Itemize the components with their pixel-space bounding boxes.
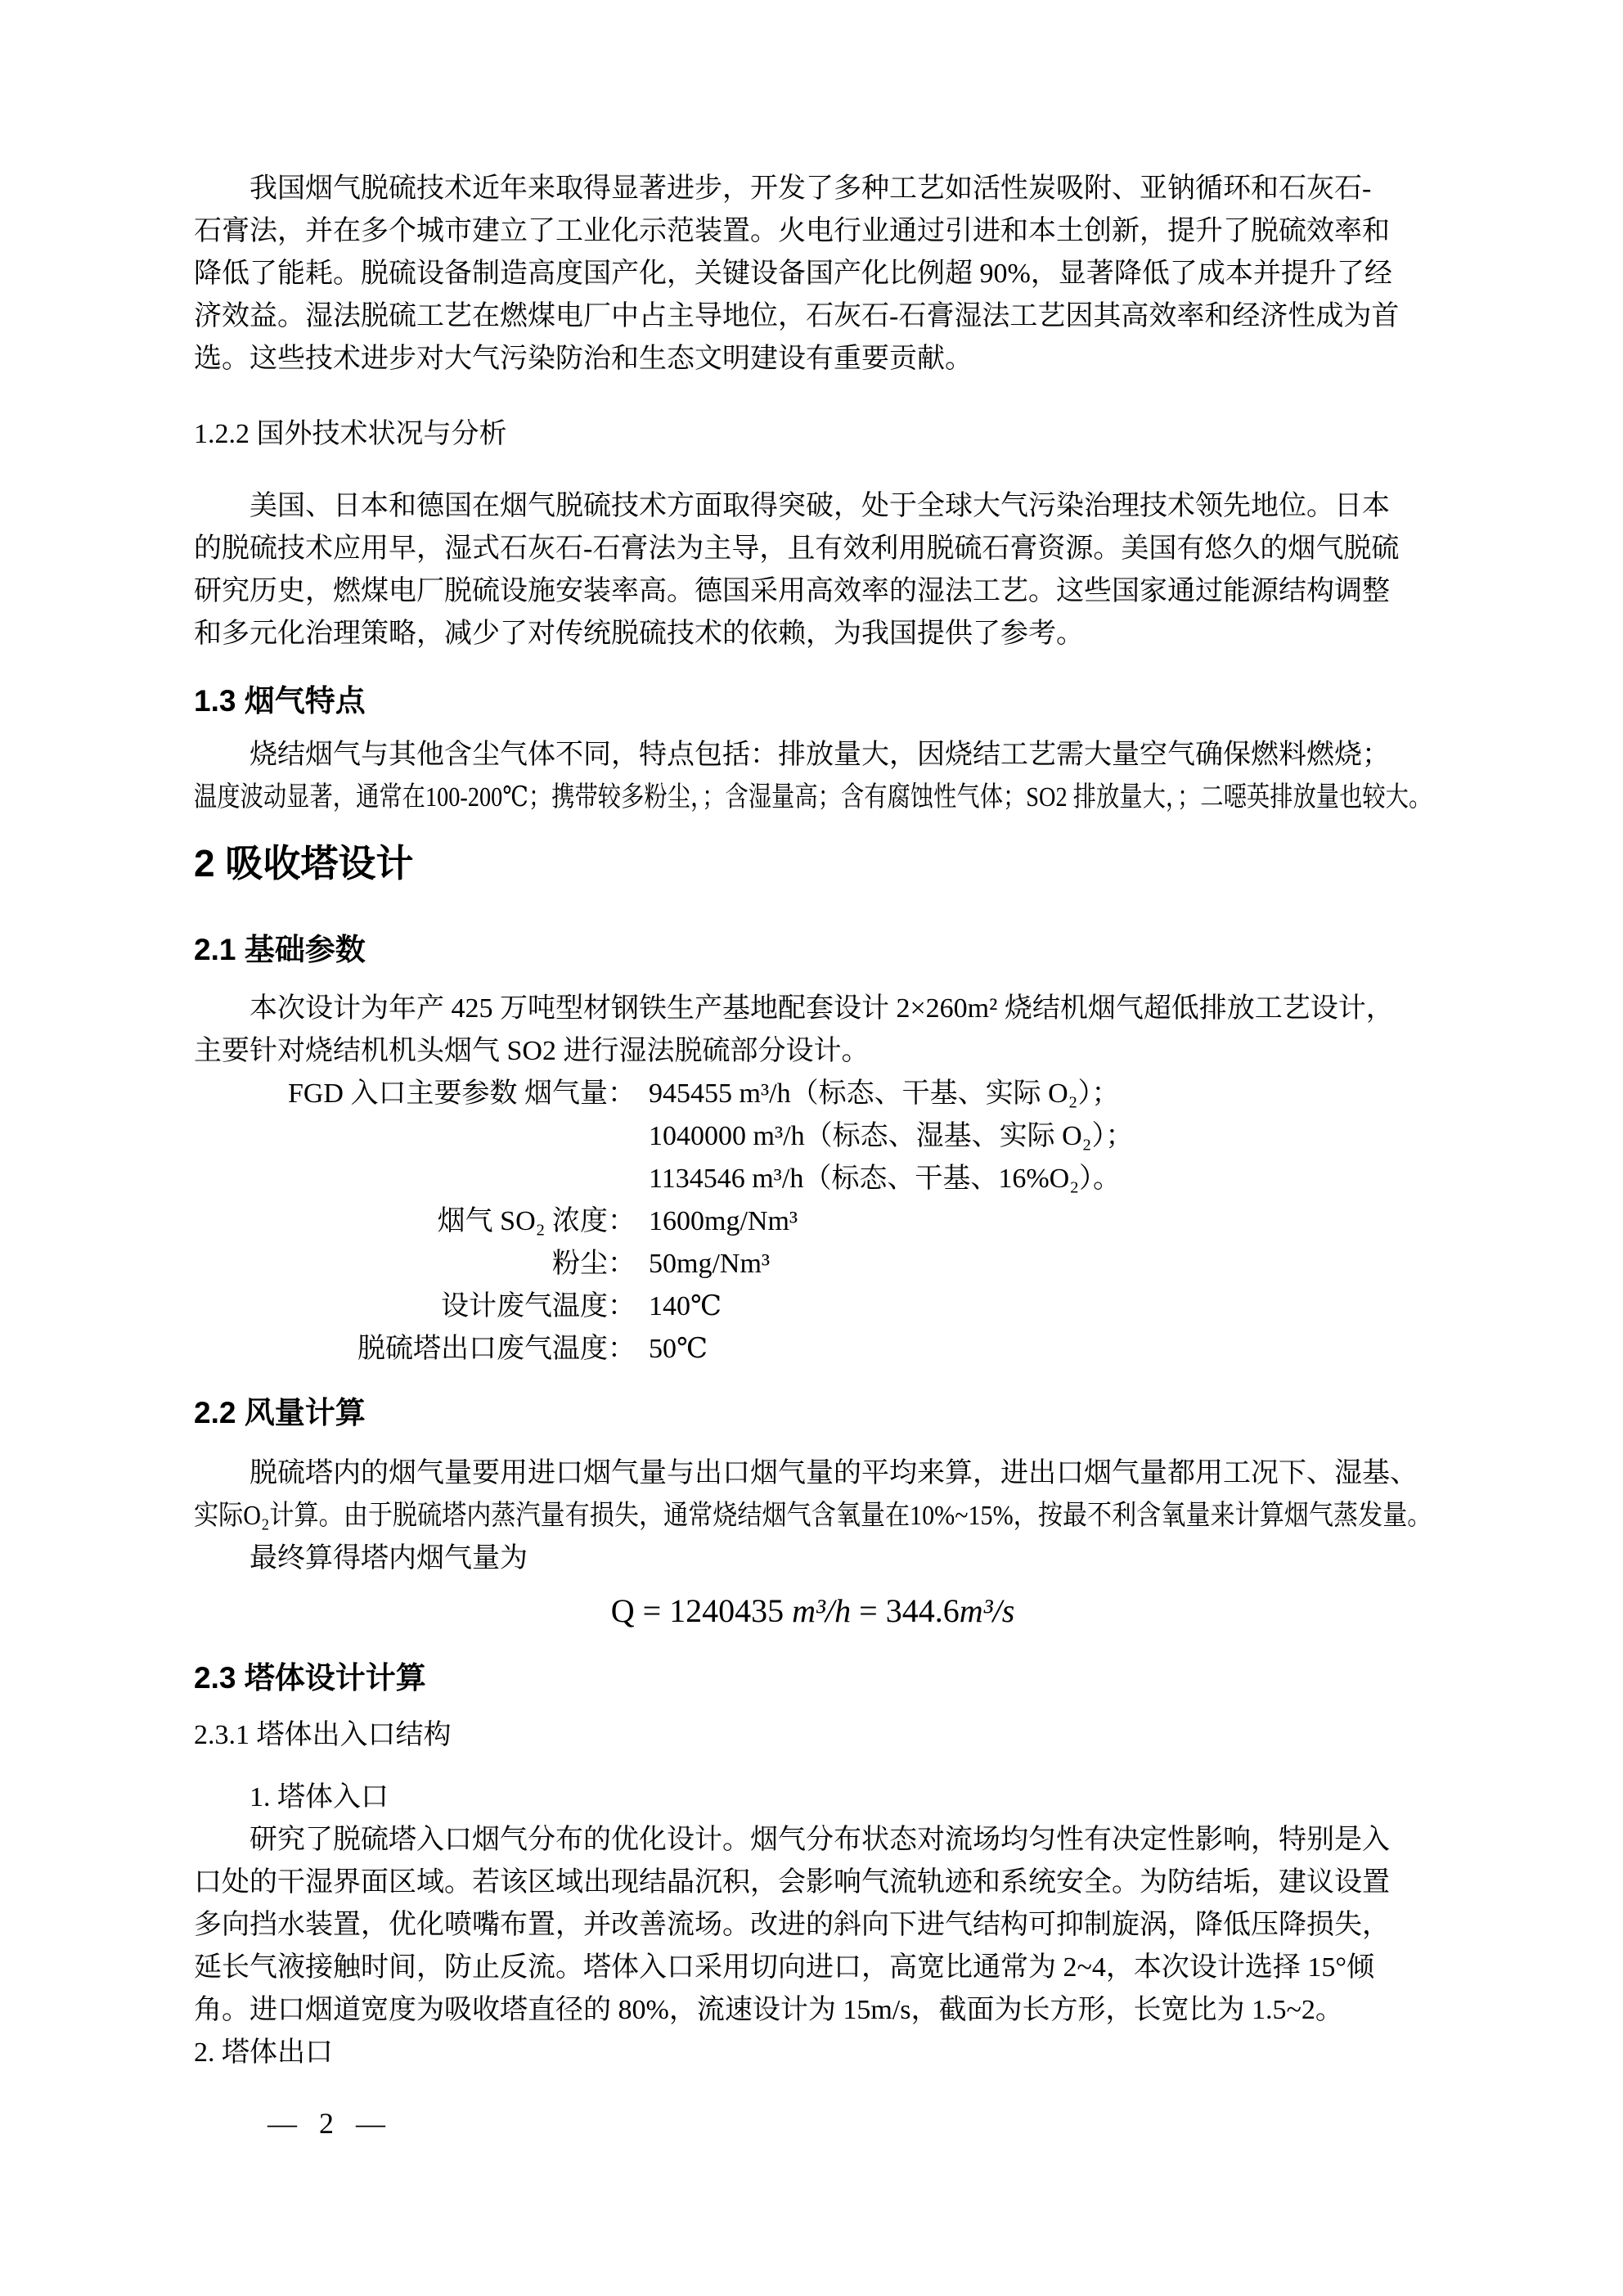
heading-1-2-2-foreign-tech: 1.2.2 国外技术状况与分析 xyxy=(194,419,507,449)
body-line: 研究了脱硫塔入口烟气分布的优化设计。烟气分布状态对流场均匀性有决定性影响，特别是入 xyxy=(250,1825,1390,1855)
param-value: 1134546 m³/h（标态、干基、16%O₂）。 xyxy=(649,1164,1122,1194)
param-row-flow-wet xyxy=(194,1115,1432,1158)
body-line: 角。进口烟道宽度为吸收塔直径的 80%，流速设计为 15m/s，截面为长方形，长宽比为 1.5~2。 xyxy=(194,1995,1343,2025)
body-line: 研究历史，燃煤电厂脱硫设施安装率高。德国采用高效率的湿法工艺。这些国家通过能源结构调整 xyxy=(194,576,1390,606)
param-row-outlet-temperature xyxy=(194,1328,1432,1371)
body-line: 济效益。湿法脱硫工艺在燃煤电厂中占主导地位，石灰石-石膏湿法工艺因其高效率和经济性成为首 xyxy=(194,301,1400,331)
body-line: 多向挡水装置，优化喷嘴布置，并改善流场。改进的斜向下进气结构可抑制旋涡，降低压降损失， xyxy=(194,1910,1390,1940)
param-row-flow-dry xyxy=(194,1073,1432,1115)
body-line: 烧结烟气与其他含尘气体不同，特点包括：排放量大，因烧结工艺需大量空气确保燃料燃烧； xyxy=(250,740,1390,770)
body-line: 降低了能耗。脱硫设备制造高度国产化，关键设备国产化比例超 90%，显著降低了成本并提升了经 xyxy=(194,259,1392,289)
body-line: 和多元化治理策略，减少了对传统脱硫技术的依赖，为我国提供了参考。 xyxy=(194,619,1084,649)
heading-2-absorber-design: 2 吸收塔设计 xyxy=(194,842,414,885)
param-label xyxy=(194,1158,636,1200)
body-line: 脱硫塔内的烟气量要用进口烟气量与出口烟气量的平均来算，进出口烟气量都用工况下、湿基、 xyxy=(250,1458,1418,1488)
condensed-text: 实际O₂计算。由于脱硫塔内蒸汽量有损失，通常烧结烟气含氧量在10%~15%，按最不利含氧量来计算烟气蒸发量。 xyxy=(194,1501,1432,1531)
body-line: 石膏法，并在多个城市建立了工业化示范装置。火电行业通过引进和本土创新，提升了脱硫效率和 xyxy=(194,216,1390,246)
paragraph-air-volume-calc xyxy=(194,1452,1432,1580)
param-label: 烟气 SO₂ 浓度： xyxy=(437,1206,636,1236)
param-value: 140℃ xyxy=(649,1291,722,1321)
body-line: 的脱硫技术应用早，湿式石灰石-石膏法为主导，且有效利用脱硫石膏资源。美国有悠久的烟气脱硫 xyxy=(194,533,1400,564)
page-number: — 2 — xyxy=(268,2107,385,2140)
param-value: 945455 m³/h（标态、干基、实际 O₂）； xyxy=(649,1078,1120,1109)
body-line: 延长气液接触时间，防止反流。塔体入口采用切向进口，高宽比通常为 2~4，本次设计选择 15°倾 xyxy=(194,1952,1374,1983)
paragraph-domestic-tech xyxy=(194,168,1432,380)
heading-2-2-air-volume-calc: 2.2 风量计算 xyxy=(194,1396,366,1429)
body-line: 主要针对烧结机机头烟气 SO2 进行湿法脱硫部分设计。 xyxy=(194,1036,870,1066)
formula-lhs: Q = 1240435 xyxy=(610,1592,793,1629)
heading-2-3-tower-design-calc: 2.3 塔体设计计算 xyxy=(194,1661,426,1695)
paragraph-foreign-tech xyxy=(194,485,1432,655)
param-row-design-temperature xyxy=(194,1285,1432,1328)
param-label: 粉尘： xyxy=(552,1249,636,1279)
list-item-tower-inlet: 1. 塔体入口 xyxy=(250,1782,389,1812)
formula-unit-m3h: m³/h xyxy=(792,1592,852,1629)
body-line: 选。这些技术进步对大气污染防治和生态文明建设有重要贡献。 xyxy=(194,344,973,374)
param-label: 脱硫塔出口废气温度： xyxy=(357,1334,636,1364)
param-row-so2-concentration xyxy=(194,1200,1432,1243)
list-item-tower-outlet: 2. 塔体出口 xyxy=(194,2037,333,2068)
param-row-dust xyxy=(194,1243,1432,1285)
param-label: 设计废气温度： xyxy=(441,1291,636,1321)
heading-2-1-basic-parameters: 2.1 基础参数 xyxy=(194,933,366,966)
paragraph-tower-inlet-design xyxy=(194,1819,1432,2032)
fgd-parameter-list xyxy=(194,1073,1432,1371)
param-value: 1600mg/Nm³ xyxy=(649,1206,798,1236)
paragraph-flue-gas-features xyxy=(194,734,1432,819)
body-line: 美国、日本和德国在烟气脱硫技术方面取得突破，处于全球大气污染治理技术领先地位。日本 xyxy=(250,491,1390,521)
body-line: 我国烟气脱硫技术近年来取得显著进步，开发了多种工艺如活性炭吸附、亚钠循环和石灰石- xyxy=(250,173,1372,204)
body-line: 口处的干湿界面区域。若该区域出现结晶沉积，会影响气流轨迹和系统安全。为防结垢，建议设置 xyxy=(194,1867,1390,1898)
condensed-text: 温度波动显著，通常在100-200℃；携带较多粉尘，；含湿量高；含有腐蚀性气体；SO2 排放量大，；二噁英排放量也较大。 xyxy=(194,782,1432,813)
body-line-condensed xyxy=(194,1495,1432,1537)
formula-unit-m3s: m³/s xyxy=(959,1592,1015,1629)
heading-1-3-flue-gas-features: 1.3 烟气特点 xyxy=(194,684,366,718)
param-value: 50℃ xyxy=(649,1334,708,1364)
param-row-flow-16o2 xyxy=(194,1158,1432,1200)
body-line: 本次设计为年产 425 万吨型材钢铁生产基地配套设计 2×260m² 烧结机烟气超低排放工艺设计， xyxy=(250,993,1394,1024)
param-value: 1040000 m³/h（标态、湿基、实际 O₂）； xyxy=(649,1121,1134,1151)
param-label: FGD 入口主要参数 烟气量： xyxy=(287,1078,636,1109)
body-line-condensed xyxy=(194,777,1432,819)
param-label xyxy=(194,1115,636,1158)
body-line: 最终算得塔内烟气量为 xyxy=(250,1543,528,1573)
page-content xyxy=(194,168,1432,2145)
flow-rate-formula xyxy=(194,1587,1432,1636)
heading-2-3-1-inlet-outlet-structure: 2.3.1 塔体出入口结构 xyxy=(194,1720,452,1750)
paragraph-design-basis xyxy=(194,988,1432,1073)
formula-mid: = 344.6 xyxy=(851,1592,960,1629)
param-value: 50mg/Nm³ xyxy=(649,1249,771,1279)
